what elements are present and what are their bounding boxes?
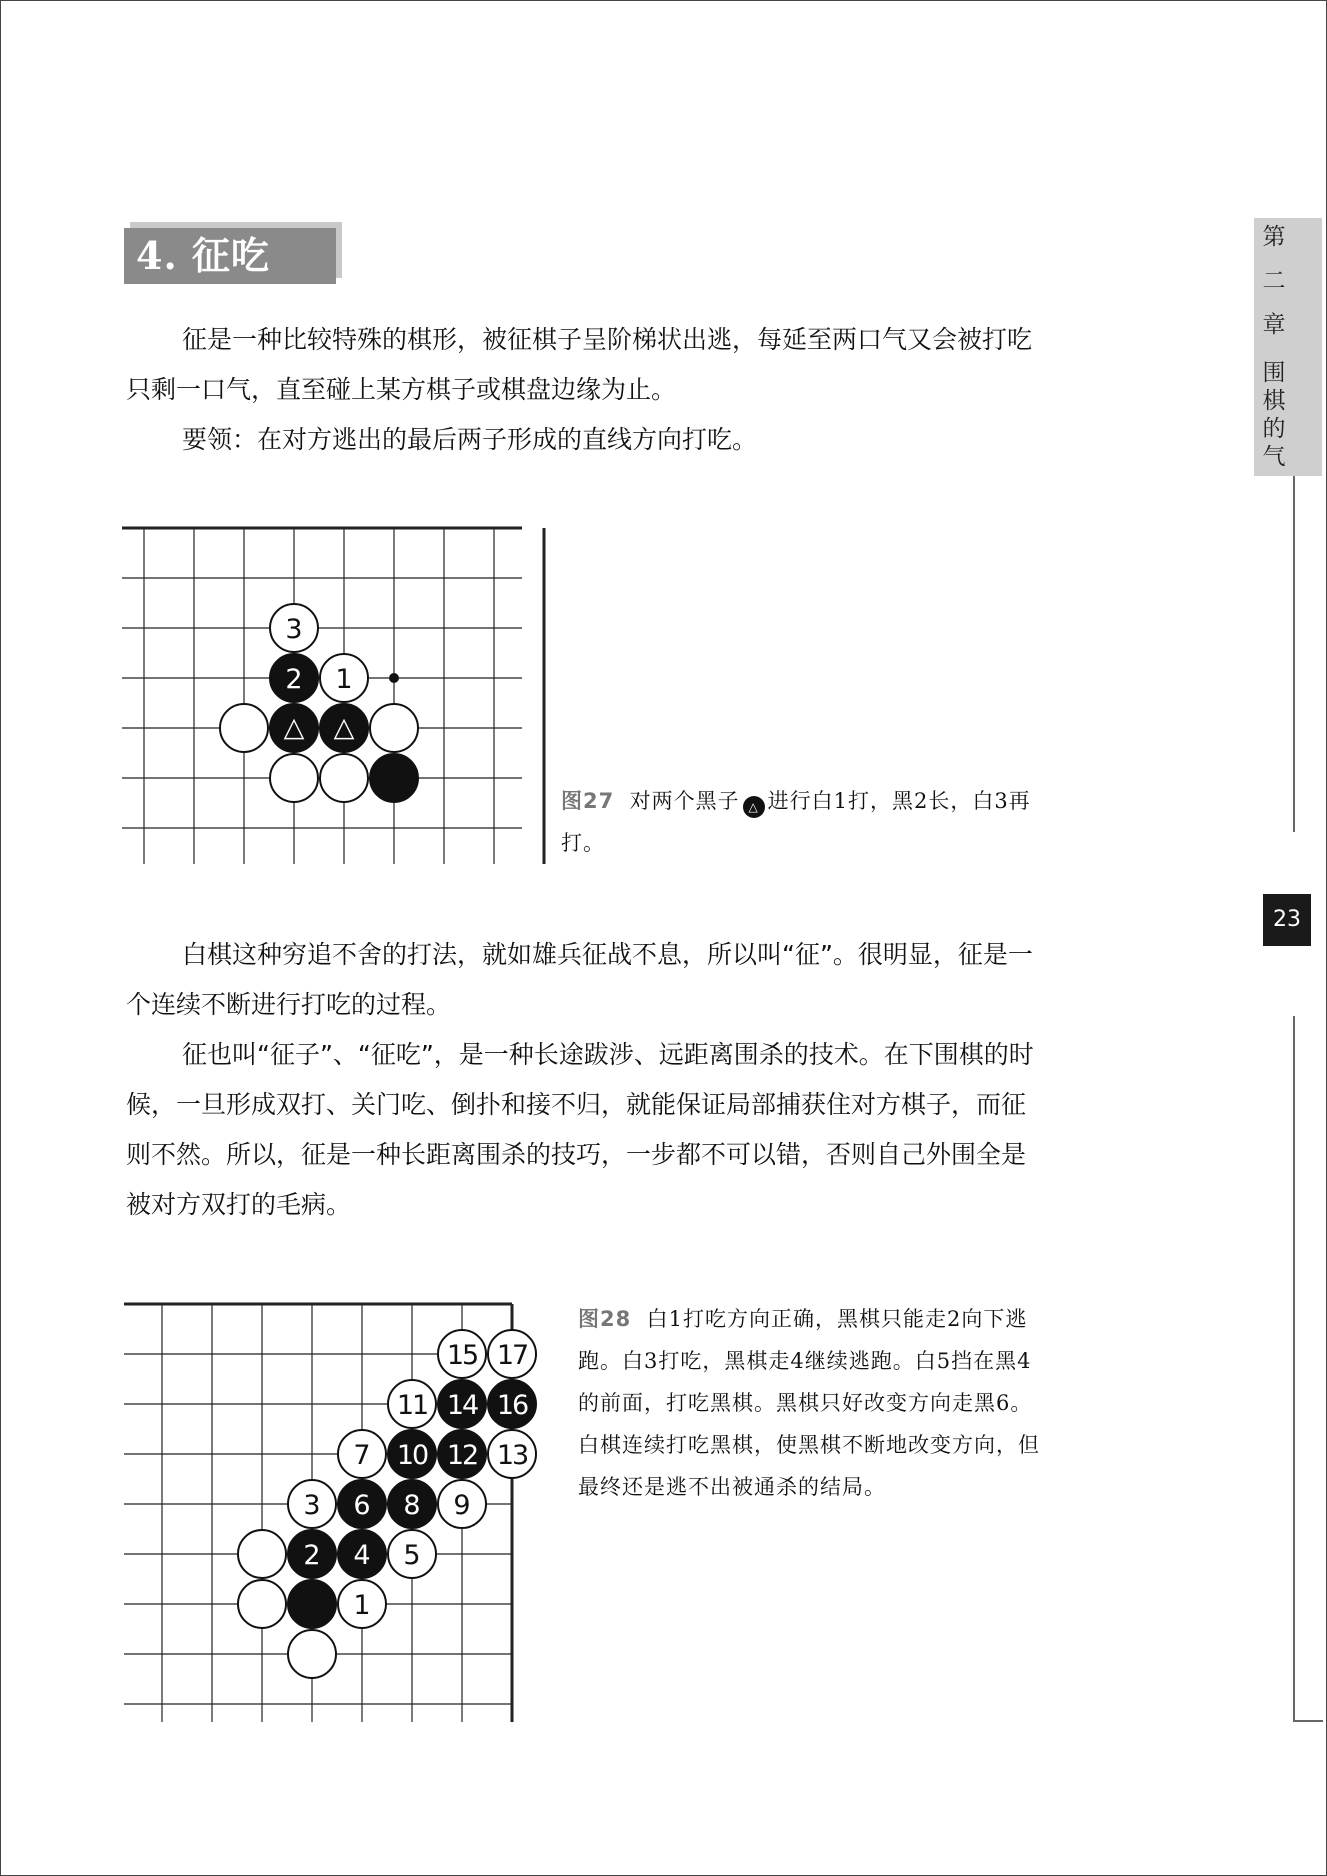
figure-27-caption-text: 对两个黑子 bbox=[629, 789, 740, 813]
page-number: 23 bbox=[1263, 894, 1311, 946]
white-stone bbox=[238, 1530, 286, 1578]
stone-label: 1 bbox=[335, 664, 353, 695]
stone-label: △ bbox=[333, 712, 355, 743]
chapter-tab-char: 二 bbox=[1262, 268, 1286, 294]
stone-label: 11 bbox=[396, 1390, 428, 1421]
white-stone bbox=[238, 1580, 286, 1628]
section-title-text: 4. 征吃 bbox=[136, 233, 270, 278]
stone-label: 5 bbox=[403, 1540, 421, 1571]
body-text bbox=[126, 930, 1046, 1230]
white-stone bbox=[270, 754, 318, 802]
paragraph-intro-2: 要领：在对方逃出的最后两子形成的直线方向打吃。 bbox=[182, 425, 758, 454]
chapter-tab-char: 的 bbox=[1262, 416, 1286, 442]
go-board-figure-27 bbox=[122, 524, 522, 864]
stone-label: 2 bbox=[303, 1540, 321, 1571]
figure-28-label: 图28 bbox=[578, 1307, 632, 1331]
black-stone bbox=[370, 754, 418, 802]
point-marker bbox=[389, 673, 399, 683]
figure-27-label: 图27 bbox=[561, 789, 615, 813]
stone-label: 6 bbox=[353, 1490, 371, 1521]
chapter-tab-char: 气 bbox=[1262, 444, 1286, 470]
stone-label: 7 bbox=[353, 1440, 371, 1471]
section-heading bbox=[124, 228, 336, 284]
stone-label: 16 bbox=[496, 1390, 528, 1421]
chapter-tab-char: 围 bbox=[1262, 360, 1286, 386]
white-stone bbox=[288, 1630, 336, 1678]
chapter-tab-char: 第 bbox=[1262, 224, 1286, 250]
white-stone bbox=[220, 704, 268, 752]
side-rule-upper bbox=[1293, 476, 1295, 832]
black-triangle-stone-icon: △ bbox=[743, 796, 765, 818]
figure-27-caption-text-2: 进行白1打，黑2长，白3再打。 bbox=[561, 789, 1031, 855]
chapter-tab-char: 章 bbox=[1262, 312, 1286, 338]
stone-label: 10 bbox=[396, 1440, 428, 1471]
paragraph-intro-1: 征是一种比较特殊的棋形，被征棋子呈阶梯状出逃，每延至两口气又会被打吃只剩一口气，直至碰上某方棋子或棋盘边缘为止。 bbox=[126, 325, 1033, 404]
stone-label: △ bbox=[283, 712, 305, 743]
stone-label: 3 bbox=[285, 614, 303, 645]
stone-label: 12 bbox=[446, 1440, 478, 1471]
stone-label: 1 bbox=[353, 1590, 371, 1621]
paragraph-body-2: 征也叫“征子”、“征吃”，是一种长途跋涉、远距离围杀的技术。在下围棋的时候，一旦形成双打、关门吃、倒扑和接不归，就能保证局部捕获住对方棋子，而征则不然。所以，征是一种长距离围杀的技巧，一步都不可以错，否则自己外围全是被对方双打的毛病。 bbox=[126, 1040, 1034, 1219]
white-stone bbox=[320, 754, 368, 802]
chapter-tab-char: 棋 bbox=[1262, 388, 1286, 414]
side-rule-foot bbox=[1293, 1720, 1323, 1722]
stone-label: 4 bbox=[353, 1540, 371, 1571]
stone-label: 13 bbox=[496, 1440, 528, 1471]
stone-label: 3 bbox=[303, 1490, 321, 1521]
black-stone bbox=[288, 1580, 336, 1628]
stone-label: 15 bbox=[446, 1340, 478, 1371]
stone-label: 17 bbox=[496, 1340, 528, 1371]
figure-27-caption bbox=[561, 780, 1041, 864]
stone-label: 2 bbox=[285, 664, 303, 695]
paragraph-body-1: 白棋这种穷追不舍的打法，就如雄兵征战不息，所以叫“征”。很明显，征是一个连续不断进行打吃的过程。 bbox=[126, 940, 1033, 1019]
figure-28-caption-text: 白1打吃方向正确，黑棋只能走2向下逃跑。白3打吃，黑棋走4继续逃跑。白5挡在黑4的前面，打吃黑棋。黑棋只好改变方向走黑6。白棋连续打吃黑棋，使黑棋不断地改变方向，但最终还是逃不出被通杀的结局。 bbox=[578, 1307, 1040, 1499]
side-rule-lower bbox=[1293, 1016, 1295, 1722]
figure-28-caption bbox=[578, 1298, 1048, 1508]
stone-label: 8 bbox=[403, 1490, 421, 1521]
white-stone bbox=[370, 704, 418, 752]
stone-label: 9 bbox=[453, 1490, 471, 1521]
chapter-tab bbox=[1254, 218, 1322, 476]
go-board-figure-28 bbox=[124, 1302, 544, 1722]
stone-label: 14 bbox=[446, 1390, 478, 1421]
intro-text bbox=[126, 315, 1046, 465]
